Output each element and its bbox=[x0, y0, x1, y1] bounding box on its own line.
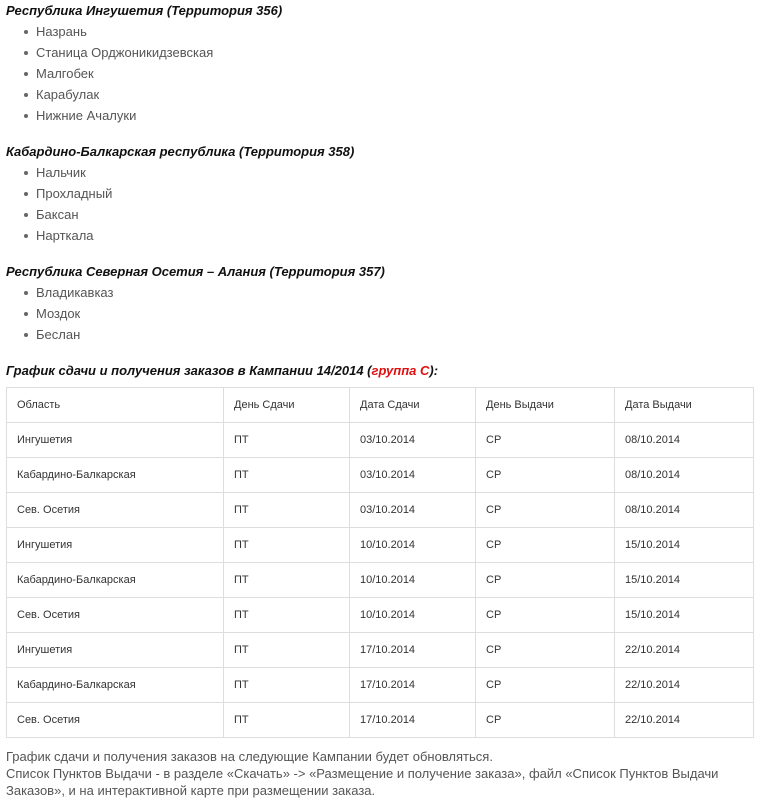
list-item: Назрань bbox=[36, 21, 757, 42]
list-item: Нальчик bbox=[36, 162, 757, 183]
cell-dropoff-date: 17/10.2014 bbox=[350, 703, 476, 738]
list-item: Станица Орджоникидзевская bbox=[36, 42, 757, 63]
city-list bbox=[6, 282, 757, 345]
schedule-title-suffix: ): bbox=[429, 363, 439, 378]
cell-pickup-date: 15/10.2014 bbox=[615, 528, 754, 563]
cell-region: Ингушетия bbox=[7, 633, 224, 668]
city-list bbox=[6, 21, 757, 126]
cell-dropoff-day: ПТ bbox=[224, 458, 350, 493]
column-header-dropoff-date: Дата Сдачи bbox=[350, 388, 476, 423]
cell-dropoff-day: ПТ bbox=[224, 633, 350, 668]
cell-dropoff-date: 17/10.2014 bbox=[350, 633, 476, 668]
cell-dropoff-date: 03/10.2014 bbox=[350, 458, 476, 493]
list-item: Нарткала bbox=[36, 225, 757, 246]
schedule-title bbox=[6, 360, 757, 381]
region-title: Республика Ингушетия (Территория 356) bbox=[6, 3, 283, 18]
cell-dropoff-day: ПТ bbox=[224, 423, 350, 458]
cell-pickup-day: СР bbox=[476, 423, 615, 458]
list-item: Нижние Ачалуки bbox=[36, 105, 757, 126]
table-row bbox=[7, 528, 754, 563]
cell-pickup-day: СР bbox=[476, 458, 615, 493]
list-item: Малгобек bbox=[36, 63, 757, 84]
cell-pickup-date: 22/10.2014 bbox=[615, 668, 754, 703]
list-item: Прохладный bbox=[36, 183, 757, 204]
cell-dropoff-date: 03/10.2014 bbox=[350, 493, 476, 528]
cell-pickup-date: 08/10.2014 bbox=[615, 458, 754, 493]
cell-dropoff-day: ПТ bbox=[224, 668, 350, 703]
cell-dropoff-day: ПТ bbox=[224, 598, 350, 633]
cell-pickup-date: 22/10.2014 bbox=[615, 703, 754, 738]
column-header-pickup-date: Дата Выдачи bbox=[615, 388, 754, 423]
region-title: Кабардино-Балкарская республика (Территория 358) bbox=[6, 144, 355, 159]
cell-pickup-date: 08/10.2014 bbox=[615, 493, 754, 528]
table-row bbox=[7, 668, 754, 703]
region-title: Республика Северная Осетия – Алания (Территория 357) bbox=[6, 264, 385, 279]
cell-pickup-day: СР bbox=[476, 528, 615, 563]
cell-region: Кабардино-Балкарская bbox=[7, 458, 224, 493]
cell-pickup-day: СР bbox=[476, 563, 615, 598]
spacer bbox=[6, 126, 757, 141]
cell-dropoff-date: 10/10.2014 bbox=[350, 598, 476, 633]
schedule-notes bbox=[6, 748, 751, 799]
cell-region: Ингушетия bbox=[7, 423, 224, 458]
cell-dropoff-date: 17/10.2014 bbox=[350, 668, 476, 703]
table-row bbox=[7, 458, 754, 493]
region-kabardino-balkaria bbox=[6, 141, 757, 246]
cell-pickup-day: СР bbox=[476, 633, 615, 668]
cell-pickup-day: СР bbox=[476, 668, 615, 703]
cell-pickup-day: СР bbox=[476, 703, 615, 738]
cell-dropoff-date: 03/10.2014 bbox=[350, 423, 476, 458]
column-header-pickup-day: День Выдачи bbox=[476, 388, 615, 423]
spacer bbox=[6, 246, 757, 261]
cell-region: Кабардино-Балкарская bbox=[7, 668, 224, 703]
table-row bbox=[7, 493, 754, 528]
schedule-table-body bbox=[7, 423, 754, 738]
cell-region: Сев. Осетия bbox=[7, 703, 224, 738]
list-item: Баксан bbox=[36, 204, 757, 225]
cell-region: Ингушетия bbox=[7, 528, 224, 563]
list-item: Карабулак bbox=[36, 84, 757, 105]
column-header-region: Область bbox=[7, 388, 224, 423]
table-row bbox=[7, 703, 754, 738]
schedule-group-label: группа С bbox=[371, 363, 430, 378]
list-item: Беслан bbox=[36, 324, 757, 345]
cell-pickup-day: СР bbox=[476, 493, 615, 528]
cell-pickup-date: 08/10.2014 bbox=[615, 423, 754, 458]
cell-pickup-date: 15/10.2014 bbox=[615, 598, 754, 633]
table-row bbox=[7, 563, 754, 598]
cell-dropoff-day: ПТ bbox=[224, 703, 350, 738]
table-header-row bbox=[7, 388, 754, 423]
cell-dropoff-day: ПТ bbox=[224, 493, 350, 528]
column-header-dropoff-day: День Сдачи bbox=[224, 388, 350, 423]
table-row bbox=[7, 598, 754, 633]
cell-dropoff-date: 10/10.2014 bbox=[350, 563, 476, 598]
cell-pickup-day: СР bbox=[476, 598, 615, 633]
table-row bbox=[7, 633, 754, 668]
schedule-table bbox=[6, 387, 754, 738]
cell-dropoff-day: ПТ bbox=[224, 563, 350, 598]
cell-region: Сев. Осетия bbox=[7, 493, 224, 528]
note-update: График сдачи и получения заказов на следующие Кампании будет обновляться. bbox=[6, 749, 493, 764]
cell-pickup-date: 15/10.2014 bbox=[615, 563, 754, 598]
city-list bbox=[6, 162, 757, 246]
spacer bbox=[6, 345, 757, 360]
note-pickup-points: Список Пунктов Выдачи - в разделе «Скачать» -> «Размещение и получение заказа», файл «Список Пунктов Выдачи Заказов», и на интерактивной карте при размещении заказа. bbox=[6, 766, 719, 798]
list-item: Владикавказ bbox=[36, 282, 757, 303]
cell-dropoff-day: ПТ bbox=[224, 528, 350, 563]
list-item: Моздок bbox=[36, 303, 757, 324]
cell-region: Кабардино-Балкарская bbox=[7, 563, 224, 598]
table-row bbox=[7, 423, 754, 458]
schedule-title-prefix: График сдачи и получения заказов в Кампании 14/2014 ( bbox=[6, 363, 372, 378]
region-north-ossetia bbox=[6, 261, 757, 345]
cell-region: Сев. Осетия bbox=[7, 598, 224, 633]
cell-dropoff-date: 10/10.2014 bbox=[350, 528, 476, 563]
cell-pickup-date: 22/10.2014 bbox=[615, 633, 754, 668]
region-ingushetia bbox=[6, 0, 757, 126]
